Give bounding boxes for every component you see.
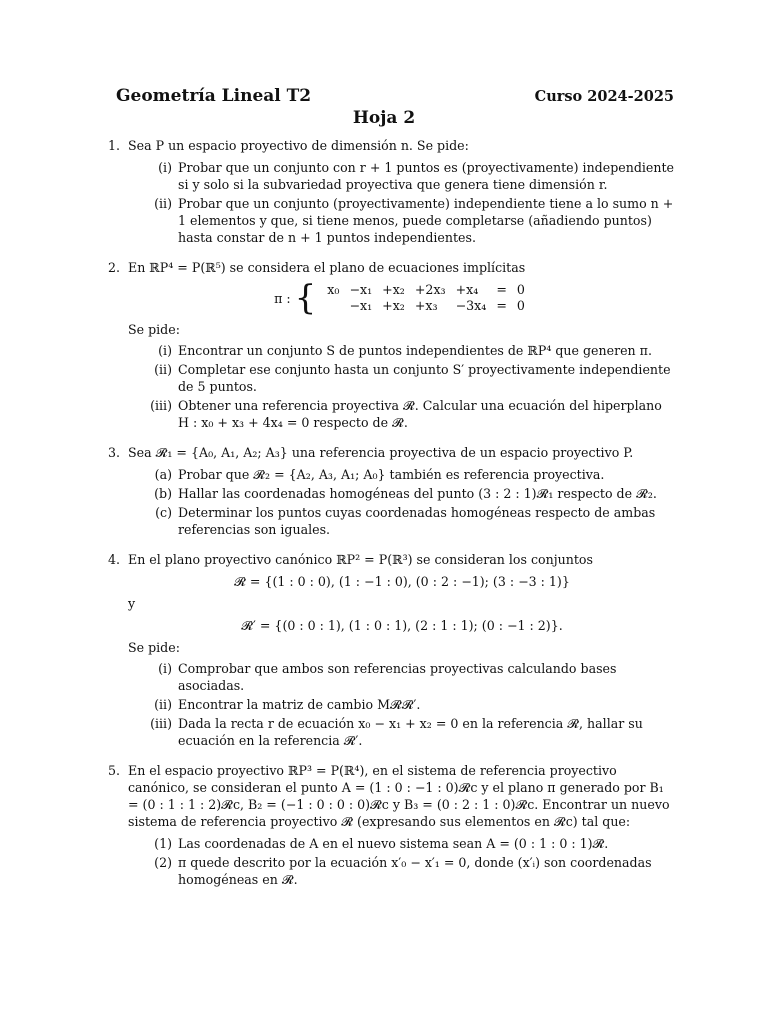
sub-item-text: Encontrar la matriz de cambio M𝓡𝓡′. (178, 697, 421, 712)
sub-item-text: Hallar las coordenadas homogéneas del punto (3 : 2 : 1)𝓡₁ respecto de 𝓡₂. (178, 486, 657, 501)
display-equation: 𝓡 = {(1 : 0 : 0), (1 : −1 : 0), (0 : 2 : −1); (3 : −3 : 1)} (234, 574, 570, 589)
prompt-text: Se pide: (128, 322, 180, 337)
sub-item-text: Determinar los puntos cuyas coordenadas homogéneas respecto de ambas referencias son iguales. (178, 505, 656, 537)
problem-4 (108, 551, 676, 749)
sub-item-text: Probar que 𝓡₂ = {A₂, A₃, A₁; A₀} también es referencia proyectiva. (178, 467, 605, 482)
sub-item-text: π quede descrito por la ecuación x′₀ − x′₁ = 0, donde (x′ᵢ) son coordenadas homogéneas en 𝓡. (178, 855, 652, 887)
problem-statement: En el plano proyectivo canónico ℝP² = P(ℝ³) se consideran los conjuntos (128, 552, 593, 567)
problem-statement: En ℝP⁴ = P(ℝ⁵) se considera el plano de ecuaciones implícitas (128, 260, 526, 275)
sub-item (128, 835, 676, 852)
problem-number: 5. (108, 763, 121, 778)
sub-item (128, 854, 676, 888)
term: −3x₄ (455, 298, 487, 313)
problem-2 (108, 259, 676, 431)
sub-item-label: (iii) (150, 398, 172, 413)
sub-item-label: (c) (155, 505, 172, 520)
course-title: Geometría Lineal T2 (116, 86, 312, 106)
sub-item (128, 660, 676, 694)
sub-item (128, 397, 676, 431)
sub-item-label: (ii) (154, 196, 172, 211)
sub-item-label: (ii) (154, 362, 172, 377)
problem-5 (108, 762, 676, 888)
term: 0 (516, 282, 525, 297)
system-table (322, 282, 530, 314)
sub-item-label: (i) (158, 343, 172, 358)
term (322, 298, 344, 314)
sub-item-text: Comprobar que ambos son referencias proyectivas calculando bases asociadas. (178, 661, 617, 693)
sheet-title: Hoja 2 (352, 108, 416, 128)
term: −x₁ (349, 298, 373, 313)
system-row (322, 282, 530, 298)
term: −x₁ (349, 282, 373, 297)
sub-item-label: (iii) (150, 716, 172, 731)
term: +x₂ (382, 298, 405, 313)
problem-statement: Sea P un espacio proyectivo de dimensión n. Se pide: (128, 138, 469, 153)
sub-item-text: Completar ese conjunto hasta un conjunto S′ proyectivamente independiente de 5 puntos. (178, 362, 671, 394)
sub-item-label: (i) (158, 160, 172, 175)
sub-item (128, 159, 676, 193)
sub-item (128, 361, 676, 395)
sub-item-text: Probar que un conjunto con r + 1 puntos es (proyectivamente) independiente si y solo si la subvariedad proyectiva que genera tiene dimensión r. (178, 160, 674, 192)
problem-statement: En el espacio proyectivo ℝP³ = P(ℝ⁴), en el sistema de referencia proyectivo canónico, se consideran el punto A = (1 : 0 : −1 : 0)𝓡c y el plano π generado por B₁ = (0 : 1 : 1 : 2)𝓡c, B₂ = (−1 : 0 : 0 : 0)𝓡c y B₃ = (0 : 2 : 1 : 0)𝓡c. Encontrar un nuevo sistema de referencia proyectivo 𝓡 (expresando sus elementos en 𝓡c) tal que: (128, 763, 670, 829)
sub-item-label: (b) (154, 486, 172, 501)
problem-statement: Sea 𝓡₁ = {A₀, A₁, A₂; A₃} una referencia proyectiva de un espacio proyectivo P. (128, 445, 634, 460)
sub-item (128, 715, 676, 749)
term: = (496, 298, 507, 313)
sub-item-label: (i) (158, 661, 172, 676)
term: +2x₃ (414, 282, 446, 297)
sub-item (128, 696, 676, 713)
sub-item (128, 342, 676, 359)
sub-item-text: Las coordenadas de A en el nuevo sistema sean A = (0 : 1 : 0 : 1)𝓡. (178, 836, 609, 851)
sub-item-label: (ii) (154, 697, 172, 712)
problem-number: 1. (108, 138, 121, 153)
connector-text: y (128, 596, 136, 611)
sub-item-text: Dada la recta r de ecuación x₀ − x₁ + x₂ = 0 en la referencia 𝓡, hallar su ecuación en la referencia 𝓡′. (178, 716, 643, 748)
term: +x₂ (382, 282, 405, 297)
sub-item (128, 195, 676, 246)
problem-number: 2. (108, 260, 121, 275)
academic-year: Curso 2024-2025 (534, 88, 674, 105)
sub-item (128, 504, 676, 538)
sub-item (128, 466, 676, 483)
term: = (496, 282, 507, 297)
sub-item (128, 485, 676, 502)
sub-item-label: (2) (154, 855, 172, 870)
sub-item-text: Obtener una referencia proyectiva 𝓡. Calcular una ecuación del hiperplano H : x₀ + x₃ + 4x₄ = 0 respecto de 𝓡. (178, 398, 662, 430)
sub-item-text: Probar que un conjunto (proyectivamente) independiente tiene a lo sumo n + 1 elementos y que, si tiene menos, puede completarse (añadiendo puntos) hasta constar de n + 1 puntos independientes. (178, 196, 674, 245)
system-row (322, 298, 530, 314)
sub-item-label: (1) (154, 836, 172, 851)
problem-number: 4. (108, 552, 121, 567)
problem-number: 3. (108, 445, 121, 460)
term: +x₃ (414, 298, 438, 313)
equation-system (128, 278, 676, 318)
term: 0 (516, 298, 525, 313)
term: +x₄ (455, 282, 479, 297)
problem-list (108, 137, 676, 896)
sub-item-label: (a) (154, 467, 172, 482)
term: x₀ (327, 282, 340, 297)
system-label: π : (274, 290, 291, 306)
problem-1 (108, 137, 676, 246)
display-equation: 𝓡′ = {(0 : 0 : 1), (1 : 0 : 1), (2 : 1 : 1); (0 : −1 : 2)}. (241, 618, 563, 633)
sub-item-text: Encontrar un conjunto S de puntos independientes de ℝP⁴ que generen π. (178, 343, 652, 358)
problem-3 (108, 444, 676, 538)
prompt-text: Se pide: (128, 640, 180, 655)
left-brace: { (294, 278, 317, 318)
